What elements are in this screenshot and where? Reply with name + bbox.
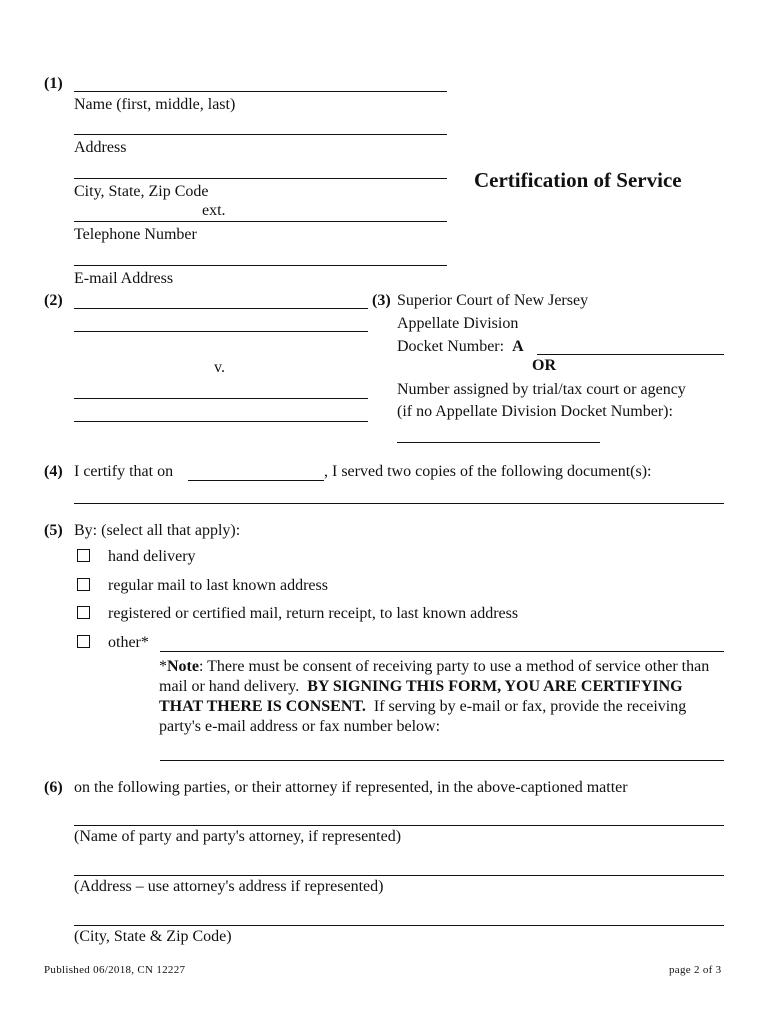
published-footer: Published 06/2018, CN 12227 xyxy=(44,964,186,976)
party-name-label: (Name of party and party's attorney, if represented) xyxy=(74,828,402,845)
consent-note xyxy=(159,657,729,737)
service-date-input-line[interactable] xyxy=(188,480,324,481)
alt-number-line-2: (if no Appellate Division Docket Number): xyxy=(397,403,673,420)
party-address-input-line[interactable] xyxy=(74,875,724,876)
service-method-label: By: (select all that apply): xyxy=(74,522,241,539)
documents-input-line[interactable] xyxy=(74,503,724,504)
section-3-number: (3) xyxy=(372,292,391,309)
docket-number-input-line[interactable] xyxy=(537,354,724,355)
party2-line-1[interactable] xyxy=(74,398,368,399)
docket-label xyxy=(397,339,524,355)
name-label: Name (first, middle, last) xyxy=(74,96,236,113)
hand-delivery-checkbox[interactable] xyxy=(77,549,90,562)
certified-mail-checkbox[interactable] xyxy=(77,606,90,619)
alt-number-line-1: Number assigned by trial/tax court or agency xyxy=(397,381,686,398)
docket-prefix: A xyxy=(512,338,524,355)
or-label: OR xyxy=(532,357,556,374)
section-4-number: (4) xyxy=(44,463,63,480)
section-2-number: (2) xyxy=(44,292,63,309)
other-label: other* xyxy=(108,634,149,651)
telephone-label: Telephone Number xyxy=(74,226,197,243)
party2-line-2[interactable] xyxy=(74,421,368,422)
section-1-number: (1) xyxy=(44,75,63,92)
form-title: Certification of Service xyxy=(474,168,682,192)
party-name-input-line[interactable] xyxy=(74,825,724,826)
email-fax-input-line[interactable] xyxy=(160,760,724,761)
note-text-2: If serving by e-mail or fax, provide the receiving party's e-mail address or fax number below: xyxy=(159,698,687,735)
docket-label-text: Docket Number: xyxy=(397,338,505,355)
address-label: Address xyxy=(74,139,127,156)
note-heading: Note xyxy=(167,658,199,675)
other-method-input-line[interactable] xyxy=(160,651,724,652)
email-label: E-mail Address xyxy=(74,270,174,287)
certify-text-before: I certify that on xyxy=(74,463,174,480)
telephone-input-line[interactable] xyxy=(74,221,447,222)
regular-mail-label: regular mail to last known address xyxy=(108,577,328,594)
party1-line-1[interactable] xyxy=(74,308,368,309)
page-number: page 2 of 3 xyxy=(669,964,722,976)
versus-label: v. xyxy=(214,359,225,376)
other-checkbox[interactable] xyxy=(77,635,90,648)
division-name: Appellate Division xyxy=(397,315,519,332)
party1-line-2[interactable] xyxy=(74,331,368,332)
address-input-line[interactable] xyxy=(74,134,447,135)
party-city-label: (City, State & Zip Code) xyxy=(74,928,232,945)
regular-mail-checkbox[interactable] xyxy=(77,578,90,591)
alt-number-input-line[interactable] xyxy=(397,442,600,443)
note-star: * xyxy=(159,658,167,675)
party-city-input-line[interactable] xyxy=(74,925,724,926)
note-text-1: : There must be consent of receiving party to use a method of service other than mail or hand delivery. xyxy=(159,658,710,695)
court-name: Superior Court of New Jersey xyxy=(397,292,589,309)
name-input-line[interactable] xyxy=(74,91,447,92)
note-consent-warning: BY SIGNING THIS FORM, YOU ARE CERTIFYING THAT THERE IS CONSENT. xyxy=(159,678,683,715)
party-address-label: (Address – use attorney's address if represented) xyxy=(74,878,384,895)
city-state-zip-input-line[interactable] xyxy=(74,178,447,179)
certify-text-after: , I served two copies of the following document(s): xyxy=(324,463,652,480)
hand-delivery-label: hand delivery xyxy=(108,548,196,565)
email-input-line[interactable] xyxy=(74,265,447,266)
section-5-number: (5) xyxy=(44,522,63,539)
section-6-number: (6) xyxy=(44,779,63,796)
ext-label: ext. xyxy=(202,202,226,219)
certified-mail-label: registered or certified mail, return receipt, to last known address xyxy=(108,605,519,622)
parties-text: on the following parties, or their attorney if represented, in the above-captioned matter xyxy=(74,779,628,796)
city-state-zip-label: City, State, Zip Code xyxy=(74,183,209,200)
